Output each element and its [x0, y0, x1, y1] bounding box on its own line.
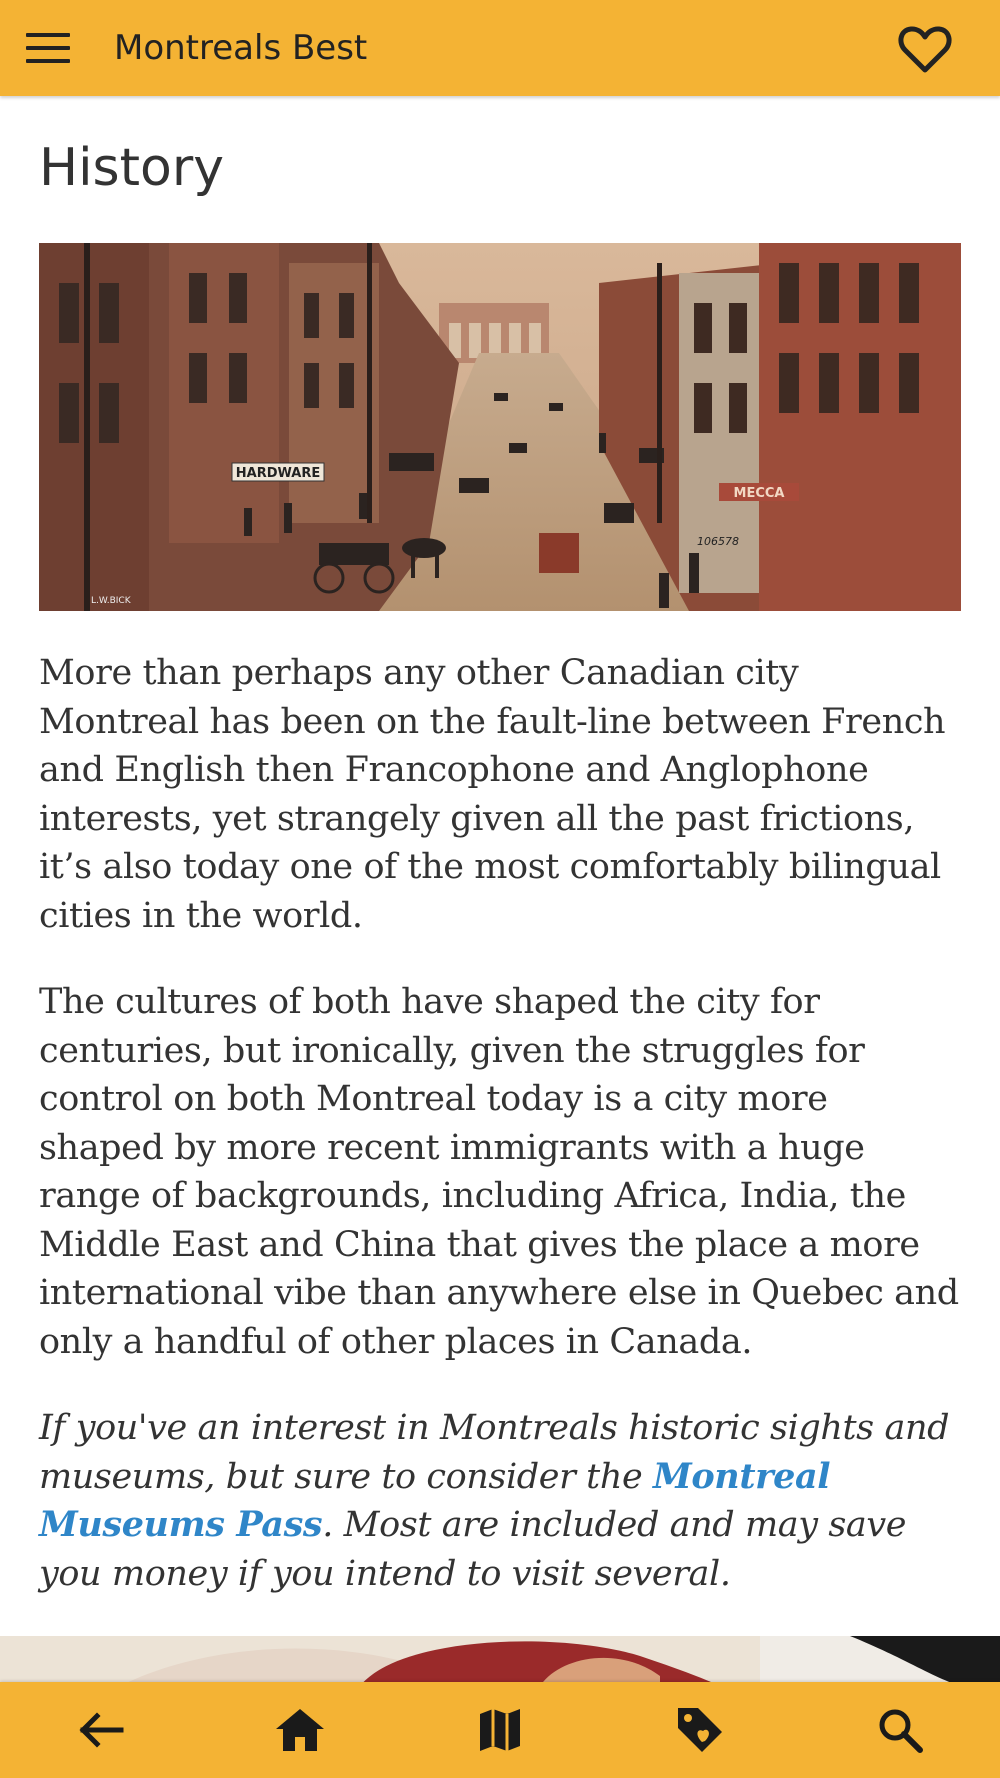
- heart-outline-icon[interactable]: [898, 24, 952, 74]
- hero-sign-hardware: HARDWARE: [235, 466, 321, 481]
- top-app-bar: [0, 0, 1000, 96]
- page-title: History: [39, 138, 224, 198]
- hero-publisher: L.W.BICK: [91, 596, 131, 606]
- bottom-navigation: [0, 1682, 1000, 1778]
- article-paragraph: The cultures of both have shaped the city for centuries, but ironically, given the struggles for control on both Montreal today is a city more shaped by more recent immigrants with a huge range of backgrounds, including Africa, India, the Middle East and China that gives the place a more international vibe than anywhere else in Quebec and only a handful of other places in Canada.: [39, 982, 959, 1362]
- content-scroll-area[interactable]: [0, 96, 1000, 1682]
- article-body: [39, 649, 961, 1636]
- next-image-peek: [0, 1636, 1000, 1682]
- back-arrow-icon[interactable]: [70, 1700, 130, 1760]
- tip-text-after: . Most are included and may save you money if you intend to visit several.: [39, 1505, 907, 1594]
- museum-pass-tip: [39, 1404, 961, 1598]
- tip-text-before: If you've an interest in Montreals historic sights and museums, but sure to consider the: [39, 1408, 950, 1497]
- hero-sign-mecca: MECCA: [733, 486, 785, 501]
- map-icon[interactable]: [470, 1700, 530, 1760]
- hamburger-menu-icon[interactable]: [26, 33, 70, 63]
- hero-caption-number: 106578: [697, 535, 739, 548]
- app-title: Montreals Best: [114, 28, 368, 68]
- search-icon[interactable]: [870, 1700, 930, 1760]
- article-paragraph: More than perhaps any other Canadian city Montreal has been on the fault-line between French and English then Francophone and Anglophone interests, yet strangely given all the past frictions, it’s also today one of the most comfortably bilingual cities in the world.: [39, 653, 946, 936]
- montreal-museums-pass-link[interactable]: Montreal Museums Pass: [39, 1455, 831, 1545]
- tag-icon[interactable]: [670, 1700, 730, 1760]
- hero-image: [39, 243, 961, 611]
- home-icon[interactable]: [270, 1700, 330, 1760]
